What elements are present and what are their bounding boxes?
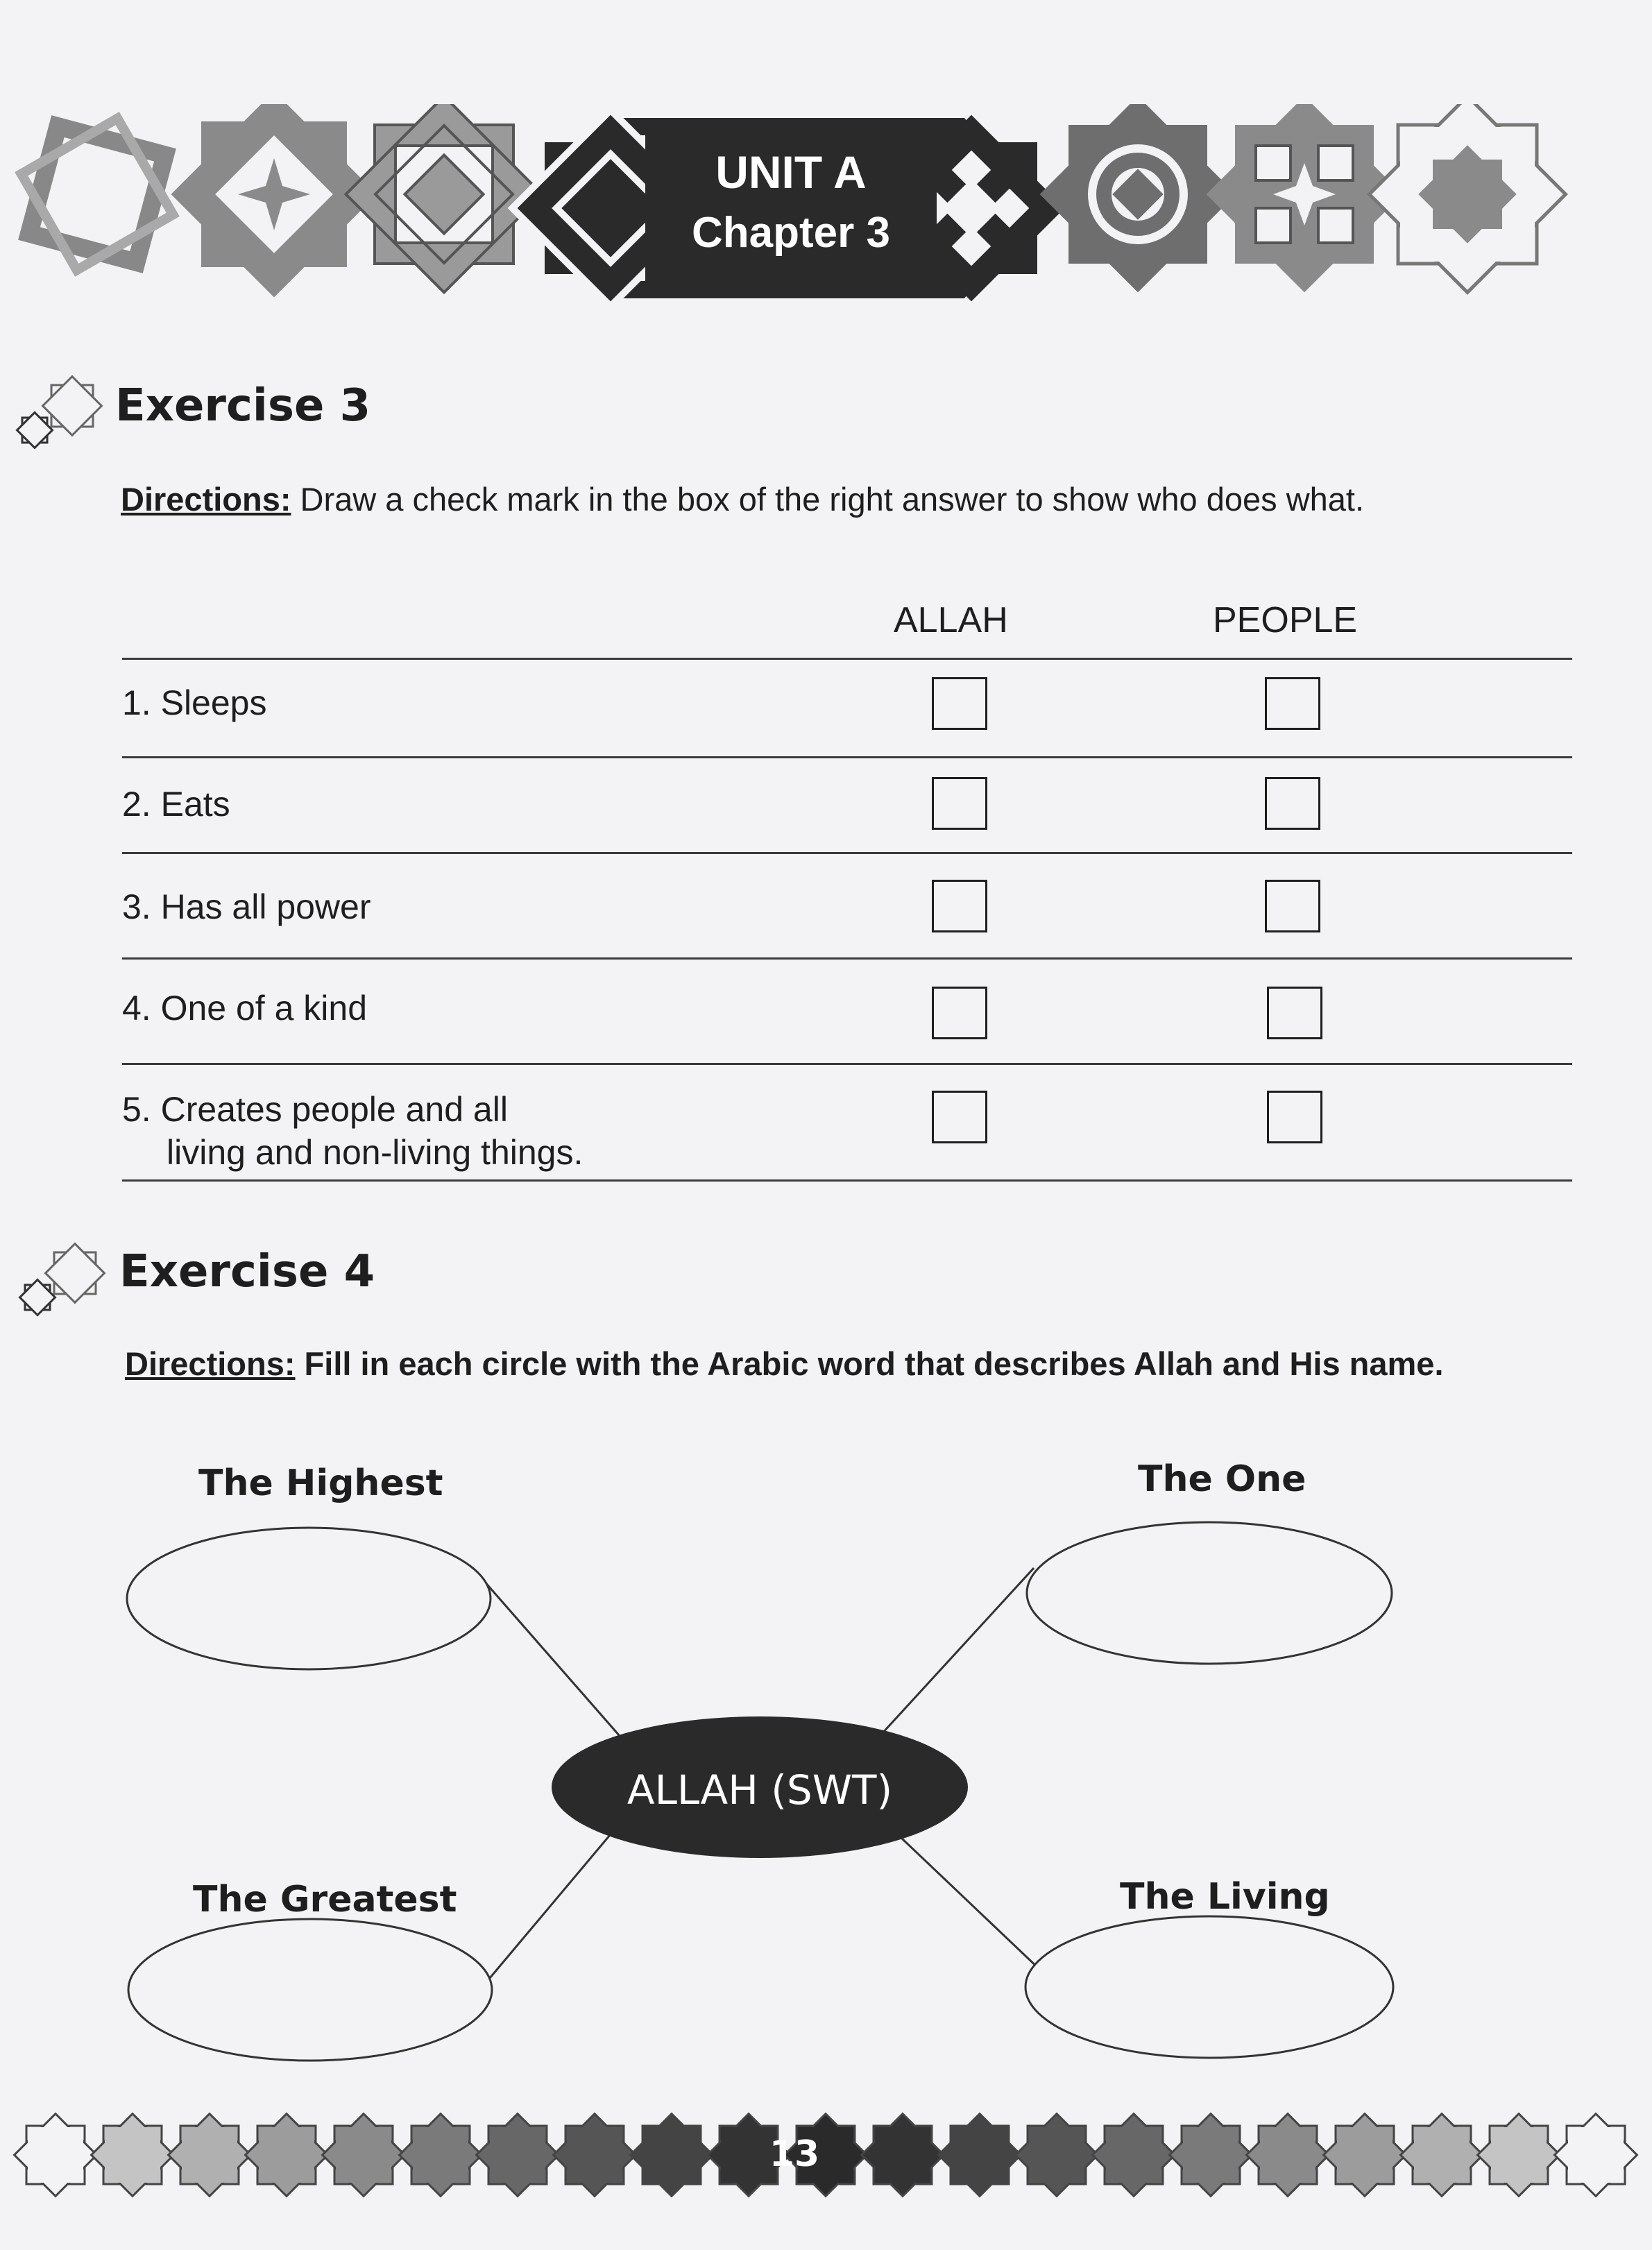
checkbox-people-row-5[interactable] [1267, 1091, 1322, 1143]
checkbox-people-row-1[interactable] [1265, 677, 1320, 730]
row-text: 2. Eats [122, 785, 230, 824]
row-text: 4. One of a kind [122, 989, 368, 1028]
exercise-4-directions [125, 1345, 1444, 1383]
exercise-3-directions [121, 480, 1364, 518]
connector-line [479, 1575, 624, 1741]
table-rule [122, 658, 1572, 660]
table-row-label [122, 681, 266, 724]
ornament-interlace-icon [22, 119, 173, 271]
table-row-label [122, 885, 371, 928]
table-row-label [122, 1088, 583, 1174]
footer-star-icon [169, 2114, 251, 2197]
exercise-3-title: Exercise 3 [115, 380, 371, 432]
connector-line [479, 1818, 624, 1991]
unit-label: UNIT A [715, 146, 867, 198]
checkbox-allah-row-5[interactable] [932, 1091, 987, 1143]
word-web [0, 1415, 1652, 2081]
exercise-star-icon [18, 1242, 108, 1318]
ornament-nested-star-icon [346, 104, 543, 292]
ornament-outline-star-icon [1370, 104, 1566, 292]
table-rule [122, 957, 1572, 960]
row-text: 3. Has all power [122, 887, 371, 926]
footer-star-icon [477, 2114, 559, 2197]
footer-star-icon [631, 2114, 713, 2197]
checkbox-allah-row-1[interactable] [932, 677, 987, 730]
answer-field-living[interactable] [1025, 1916, 1393, 2058]
table-row-label [122, 783, 230, 826]
footer-stars-icon [0, 2109, 1652, 2206]
center-label-allah: ALLAH (SWT) [627, 1766, 893, 1814]
footer-star-icon [1247, 2114, 1329, 2197]
footer-star-icon [1170, 2114, 1252, 2197]
label-the-living: The Living [1120, 1876, 1330, 1918]
table-rule [122, 756, 1572, 758]
answer-field-greatest[interactable] [128, 1919, 492, 2061]
chapter-label: Chapter 3 [692, 209, 890, 257]
footer-star-icon [15, 2114, 97, 2197]
footer-star-border [0, 2109, 1652, 2206]
checkbox-people-row-3[interactable] [1265, 880, 1320, 932]
checkbox-people-row-4[interactable] [1267, 987, 1322, 1039]
ornament-star-icon [171, 104, 377, 297]
directions-text: Draw a check mark in the box of the right answer to show who does what. [291, 481, 1365, 518]
label-the-greatest: The Greatest [193, 1879, 457, 1920]
answer-field-one[interactable] [1027, 1522, 1392, 1664]
footer-star-icon [554, 2114, 636, 2197]
checkbox-people-row-2[interactable] [1265, 777, 1320, 830]
answer-field-highest[interactable] [127, 1528, 491, 1669]
label-the-one: The One [1138, 1458, 1306, 1500]
footer-star-icon [862, 2114, 944, 2197]
table-row-label [122, 987, 367, 1030]
checkbox-allah-row-2[interactable] [932, 777, 987, 830]
footer-star-icon [1401, 2114, 1483, 2197]
checkbox-allah-row-3[interactable] [932, 880, 987, 932]
connector-line [881, 1568, 1034, 1735]
unit-banner [0, 104, 1652, 312]
table-rule [122, 1179, 1572, 1182]
exercise-star-icon [15, 375, 105, 451]
exercise-4-title: Exercise 4 [119, 1246, 375, 1297]
row-text-continued: living and non-living things. [167, 1133, 584, 1172]
column-header-people: PEOPLE [1213, 600, 1358, 640]
directions-label: Directions: [125, 1345, 296, 1382]
footer-star-icon [939, 2114, 1021, 2197]
ornament-ring-star-icon [1040, 104, 1236, 292]
footer-star-icon [323, 2114, 405, 2197]
checkbox-allah-row-4[interactable] [932, 987, 987, 1039]
footer-star-icon [1478, 2114, 1560, 2197]
footer-star-icon [1324, 2114, 1406, 2197]
footer-star-icon [246, 2114, 328, 2197]
directions-text: Fill in each circle with the Arabic word that describes Allah and His name. [295, 1345, 1444, 1382]
footer-star-icon [400, 2114, 482, 2197]
footer-star-icon [1555, 2114, 1637, 2197]
footer-star-icon [1016, 2114, 1098, 2197]
footer-star-icon [1093, 2114, 1175, 2197]
label-the-highest: The Highest [198, 1463, 443, 1504]
table-rule [122, 1063, 1572, 1065]
column-header-allah: ALLAH [894, 600, 1008, 640]
connector-line [902, 1839, 1041, 1970]
directions-label: Directions: [121, 481, 291, 518]
row-text: 1. Sleeps [122, 683, 267, 722]
table-rule [122, 852, 1572, 854]
row-text: 5. Creates people and all [122, 1090, 508, 1129]
footer-star-icon [92, 2114, 174, 2197]
page-number: 13 [769, 2133, 820, 2175]
